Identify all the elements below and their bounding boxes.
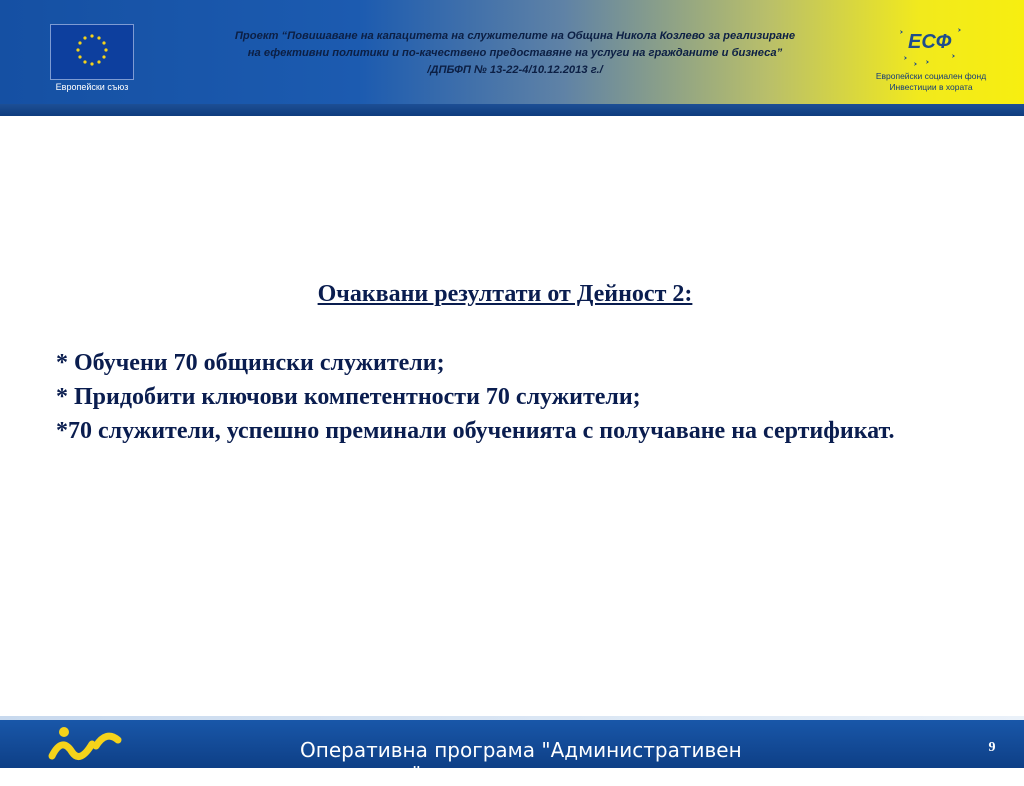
project-line-1: Проект “Повишаване на капацитета на служителите на Община Никола Козлево за реализиране — [234, 30, 796, 42]
results-list — [56, 346, 956, 448]
eu-caption: Европейски съюз — [55, 82, 129, 92]
eu-stars-icon — [51, 25, 133, 79]
esf-caption-line-2: Инвестиции в хората — [889, 82, 973, 92]
esf-logo-text: ЕСФ — [908, 31, 952, 53]
esf-logo — [896, 22, 968, 68]
list-item: * Придобити ключови компетентности 70 служители; — [56, 384, 641, 410]
eu-flag-logo — [50, 24, 134, 80]
slide-title: Очаквани резултати от Дейност 2: — [317, 281, 693, 307]
project-line-3: /ДПБФП № 13-22-4/10.12.2013 г./ — [427, 64, 603, 76]
esf-caption-line-1: Европейски социален фонд — [875, 71, 987, 81]
slide-content — [0, 116, 1024, 720]
program-title: Оперативна програма "Административен капацитет" — [300, 738, 742, 786]
page-number: 9 — [988, 740, 996, 755]
list-item: * Обучени 70 общински служители; — [56, 350, 445, 376]
operational-programme-logo — [22, 722, 132, 768]
project-description — [150, 28, 880, 79]
project-line-2: на ефективни политики и по-качествено предоставяне на услуги на гражданите и бизнеса” — [247, 47, 783, 59]
op-logo-icon — [22, 722, 132, 768]
header-band — [0, 104, 1024, 116]
esf-logo-icon — [896, 22, 968, 68]
esf-caption — [856, 71, 1006, 93]
list-item: *70 служители, успешно преминали обученията с получаване на сертификат. — [56, 418, 895, 444]
